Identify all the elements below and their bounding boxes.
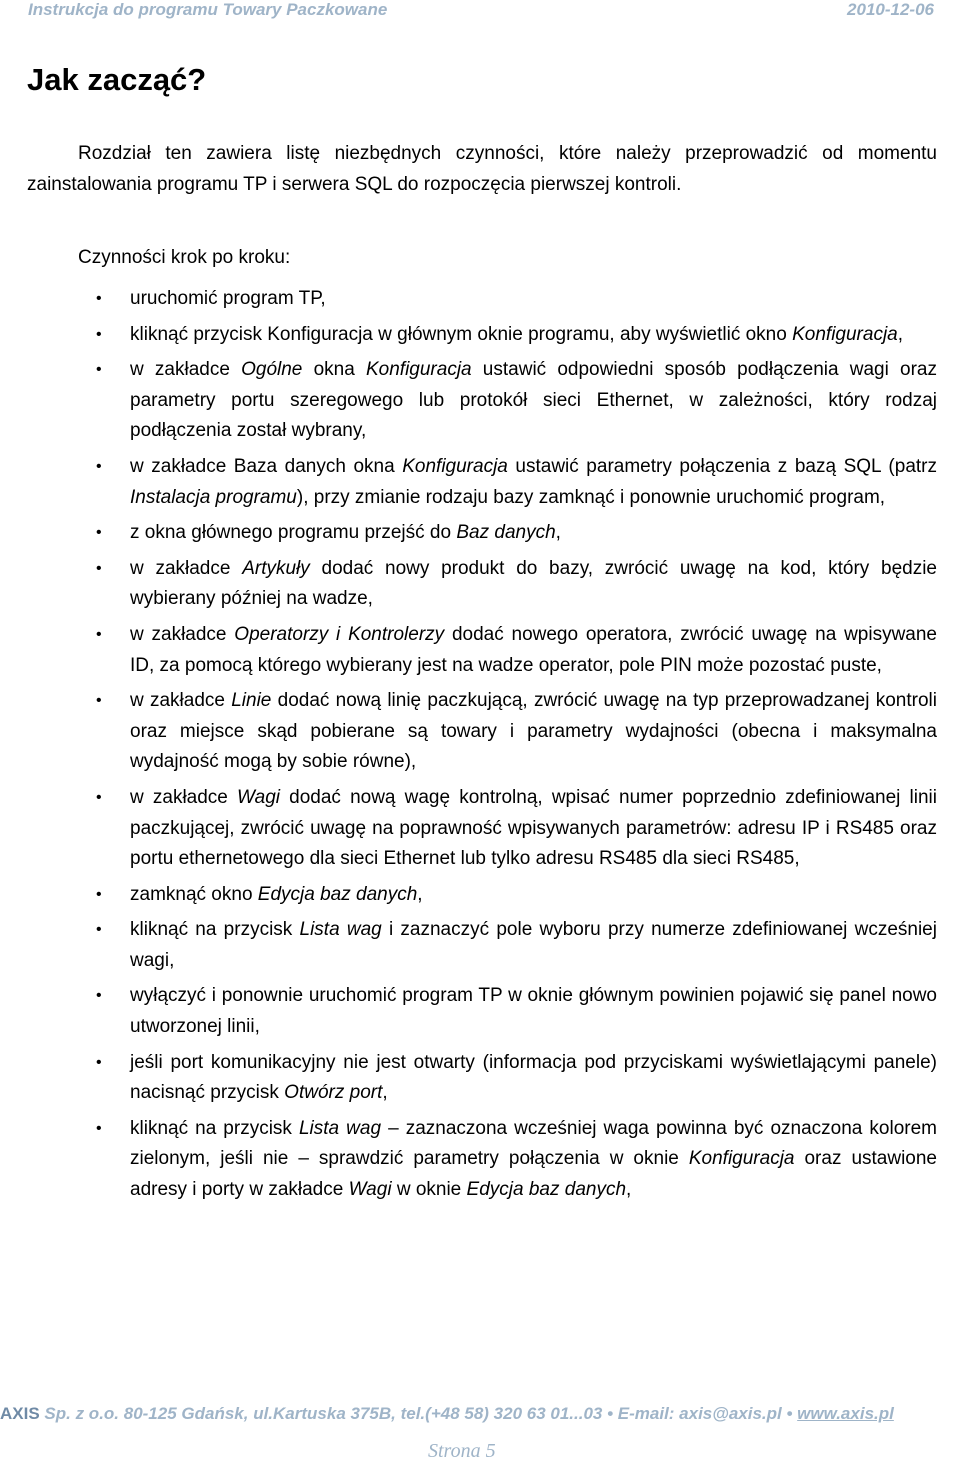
list-item-text: Wagi	[237, 786, 280, 808]
list-item-text: ,	[897, 323, 904, 345]
list-item-text: Konfiguracja	[792, 323, 898, 345]
bullet-icon: •	[96, 290, 102, 307]
list-item-text: Wagi	[348, 1179, 392, 1201]
list-item-text: kliknąć na przycisk	[130, 1117, 299, 1139]
list-item-text: Baz danych	[456, 522, 556, 544]
footer-url-link[interactable]: www.axis.pl	[797, 1404, 894, 1423]
list-item-text: Operatorzy i Kontrolerzy	[234, 623, 445, 645]
list-item-text: jeśli port komunikacyjny nie jest otwarty (informacja pod przyciskami wyświetlającymi panele) nacisnąć przycisk	[130, 1051, 937, 1104]
list-item	[96, 981, 937, 1042]
bullet-icon: •	[96, 921, 102, 939]
list-item	[96, 783, 937, 875]
page-header	[0, 0, 960, 24]
list-item-text: w zakładce	[130, 623, 235, 645]
list-item-text: w zakładce	[130, 359, 242, 381]
list-item-text: wyłączyć i ponownie uruchomić program TP w oknie głównym powinien pojawić się panel nowo utworzonej linii,	[130, 985, 937, 1038]
list-item-text: ,	[417, 883, 423, 905]
list-item	[96, 320, 937, 351]
bullet-icon: •	[96, 524, 102, 542]
bullet-icon: •	[96, 987, 102, 1005]
bullet-icon: •	[96, 625, 102, 643]
list-item-text: dodać nową linię paczkującą, zwrócić uwagę na typ przeprowadzanej kontroli oraz miejsce skąd pobierane są towary i parametry wydajności (obecna i maksymalna wydajność mogą by sobie równe),	[130, 690, 937, 773]
bullet-icon: •	[96, 1119, 102, 1137]
list-item-text: Lista wag	[299, 919, 382, 941]
document-title: Instrukcja do programu Towary Paczkowane	[28, 0, 388, 19]
bullet-icon: •	[96, 692, 102, 710]
list-item-text: Konfiguracja	[688, 1148, 795, 1170]
list-item-text: ,	[626, 1179, 632, 1201]
list-item-text: w zakładce	[130, 690, 232, 712]
list-item-text: z okna głównego programu przejść do	[130, 522, 457, 544]
list-item-text: Lista wag	[298, 1117, 382, 1139]
list-item-text: kliknąć przycisk Konfiguracja w głównym oknie programu, aby wyświetlić okno	[130, 323, 793, 345]
document-date: 2010-12-06	[847, 0, 934, 19]
bullet-icon: •	[96, 457, 102, 475]
list-item-text: w zakładce	[130, 557, 243, 579]
bullet-icon: •	[96, 1053, 102, 1071]
list-item-text: kliknąć na przycisk	[130, 919, 300, 941]
bullet-icon: •	[96, 788, 102, 806]
footer-address: Sp. z o.o. 80-125 Gdańsk, ul.Kartuska 375B, tel.(+48 58) 320 63 01...03 • E-mail: axis@axis.pl •	[39, 1404, 798, 1423]
list-item	[96, 1048, 937, 1109]
list-item	[96, 915, 937, 976]
list-item-text: w oknie	[391, 1179, 467, 1201]
list-item-text: i zaznaczyć pole wyboru przy numerze zdefiniowanej wcześniej wagi,	[130, 919, 937, 971]
list-item	[96, 880, 937, 911]
list-item-text: oraz ustawione adresy i porty w zakładce	[130, 1148, 937, 1201]
list-item	[96, 686, 937, 778]
list-item	[96, 1114, 937, 1206]
list-item-text: uruchomić program TP,	[130, 288, 326, 309]
list-item	[96, 518, 937, 549]
list-item-text: Instalacja programu	[130, 486, 297, 508]
bullet-icon: •	[96, 361, 102, 379]
list-item-text: ustawić odpowiedni sposób podłączenia wagi oraz parametry portu szeregowego lub protokół sieci Ethernet, w zależności, który rodzaj podłączenia został wybrany,	[130, 359, 937, 442]
bullet-icon: •	[96, 559, 102, 577]
list-item-text: zamknąć okno	[130, 883, 258, 905]
list-item-text: Ogólne	[241, 359, 303, 381]
list-item-text: Edycja baz danych	[466, 1179, 627, 1201]
list-item-text: ), przy zmianie rodzaju bazy zamknąć i ponownie uruchomić program,	[296, 486, 886, 508]
list-item-text: ,	[382, 1082, 388, 1104]
page-footer	[0, 1404, 960, 1424]
list-item	[96, 284, 937, 315]
list-item-text: Konfiguracja	[402, 455, 508, 477]
list-item-text: dodać nowy produkt do bazy, zwrócić uwagę na kod, który będzie wybierany później na wadze,	[130, 557, 937, 610]
section-heading: Jak zacząć?	[27, 62, 207, 97]
footer-company: AXIS	[0, 1404, 40, 1423]
page-number: Strona 5	[428, 1440, 496, 1462]
list-item-text: dodać nowego operatora, zwrócić uwagę na wpisywane ID, za pomocą którego wybierany jest na wadze operator, pole PIN może pozostać puste,	[130, 623, 937, 676]
list-item-text: w zakładce Baza danych okna	[130, 455, 403, 477]
list-item-text: dodać nową wagę kontrolną, wpisać numer poprzednio zdefiniowanej linii paczkującej, zwrócić uwagę na poprawność wpisywanych parametrów: adresu IP i RS485 oraz portu ethernetowego dla sieci Ethernet lub tylko adresu RS485 dla sieci RS485,	[130, 786, 937, 870]
bullet-icon: •	[96, 325, 102, 343]
list-item-text: ,	[555, 522, 561, 544]
list-item-text: Edycja baz danych	[257, 883, 418, 905]
list-item-text: Otwórz port	[284, 1082, 383, 1104]
list-item-text: Konfiguracja	[365, 359, 472, 381]
list-item-text: Artykuły	[242, 557, 310, 579]
list-item	[96, 452, 937, 513]
list-item	[96, 355, 937, 447]
list-item-text: – zaznaczona wcześniej waga powinna być oznaczona kolorem zielonym, jeśli nie – sprawdzić parametry połączenia w oknie	[130, 1117, 937, 1170]
intro-paragraph: Rozdział ten zawiera listę niezbędnych czynności, które należy przeprowadzić od momentu zainstalowania programu TP i serwera SQL do rozpoczęcia pierwszej kontroli.	[27, 143, 937, 195]
list-item	[96, 554, 937, 615]
bullet-icon: •	[96, 885, 102, 903]
list-item-text: okna	[302, 359, 366, 381]
steps-list	[0, 284, 960, 1211]
list-item	[96, 620, 937, 681]
list-item-text: w zakładce	[130, 786, 238, 808]
list-item-text: Linie	[231, 690, 272, 712]
list-item-text: ustawić parametry połączenia z bazą SQL (patrz	[507, 455, 937, 477]
steps-title: Czynności krok po kroku:	[78, 247, 291, 268]
